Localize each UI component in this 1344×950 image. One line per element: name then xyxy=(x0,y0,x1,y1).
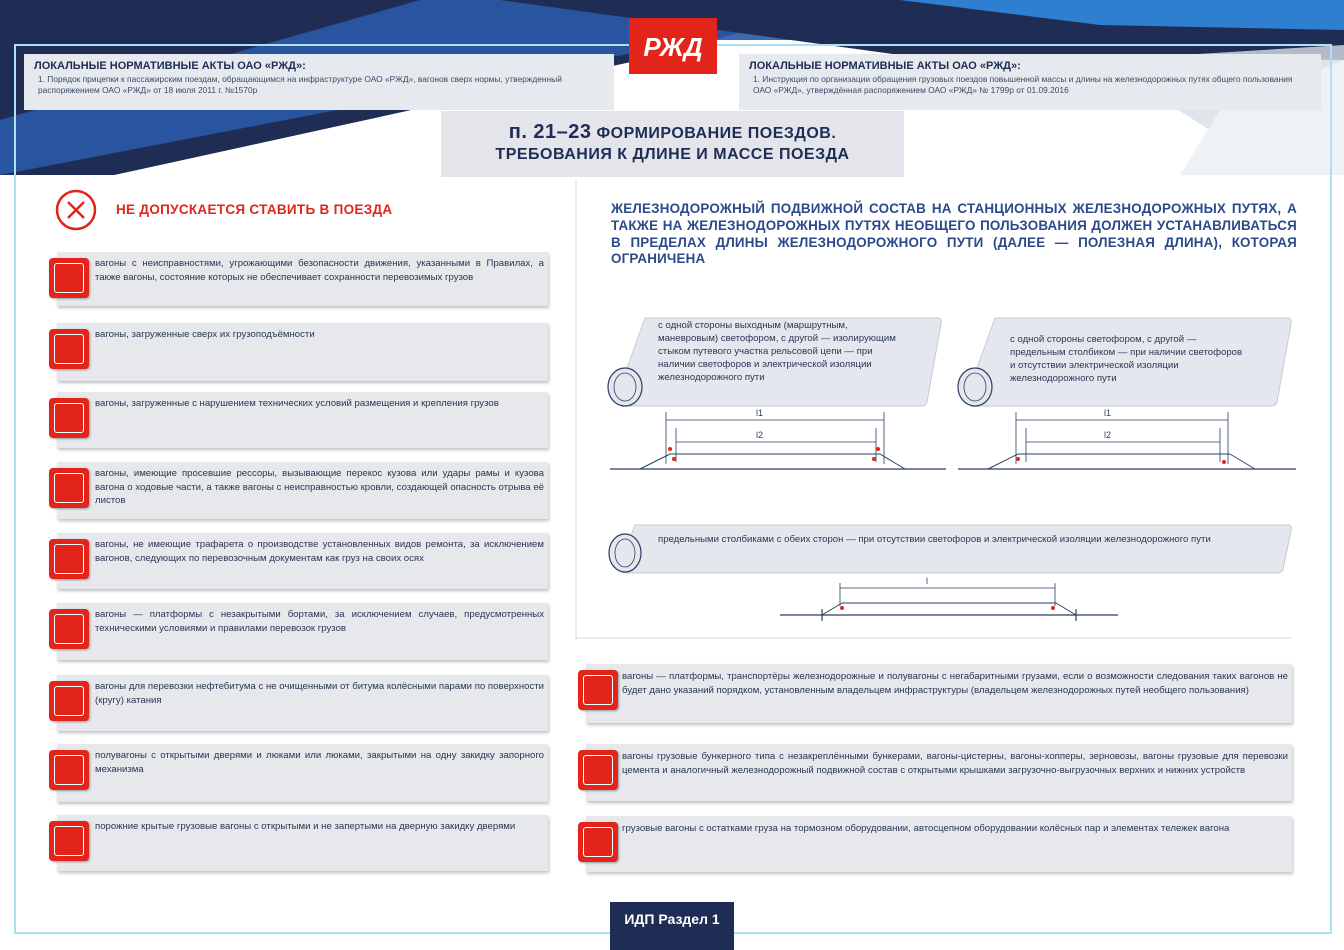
list-item-text: вагоны грузовые бункерного типа с незакреплёнными бункерами, вагоны-цистерны, вагоны-хопперы, зерновозы, вагоны грузовые для перевозки цемента и аналогичный железнодорожный подвижной состав с открытыми крышками загрузочно-выгрузочных верхних и нижних устройств xyxy=(622,751,1288,776)
scroll-text-1: с одной стороны выходным (маршрутным, маневровым) светофором, с другой — изолирующим стыком путевого участка рельсовой цепи — при наличии светофоров и электрической изоляции железнодорожного пути xyxy=(658,320,896,383)
title-line1: ФОРМИРОВАНИЕ ПОЕЗДОВ. xyxy=(596,125,837,142)
scroll-text-3: предельными столбиками с обеих сторон — при отсутствии светофоров и электрической изоляции железнодорожного пути xyxy=(658,534,1211,545)
rzd-logo xyxy=(629,18,717,74)
list-item xyxy=(57,392,548,448)
left-acts-box xyxy=(24,54,614,110)
overloaded-wagon-icon xyxy=(49,329,89,369)
oversized-cargo-wagon-icon xyxy=(578,670,618,710)
list-item xyxy=(57,744,548,802)
list-item xyxy=(586,744,1292,801)
track-diagram-2 xyxy=(958,402,1298,477)
list-item xyxy=(57,252,548,306)
stencil-wagon-icon xyxy=(49,539,89,579)
list-item-text: порожние крытые грузовые вагоны с открытыми и не запертыми на дверную закидку дверями xyxy=(95,821,516,832)
scroll-banner-3 xyxy=(605,523,1295,575)
right-acts-box xyxy=(739,54,1321,110)
faulty-wagon-icon xyxy=(49,258,89,298)
list-item-text: вагоны, не имеющие трафарета о производстве установленных видов ремонта, за исключением вагонов, следующих по перевозочным документам как груз на своих осях xyxy=(95,539,544,564)
svg-text:РЖД: РЖД xyxy=(643,32,703,62)
gondola-wagon-icon xyxy=(49,750,89,790)
bitumen-wagon-icon xyxy=(49,681,89,721)
length-label-l2: l2 xyxy=(756,430,764,440)
section-footer-label: ИДП Раздел 1 xyxy=(610,902,734,950)
list-item-text: вагоны с неисправностями, угрожающими безопасности движения, указанными в Правилах, а также вагоны, состояние которых не обеспечивает сохранности перевозимых грузов xyxy=(95,258,544,283)
covered-wagon-icon xyxy=(49,821,89,861)
right-acts-title: ЛОКАЛЬНЫЕ НОРМАТИВНЫЕ АКТЫ ОАО «РЖД»: xyxy=(749,60,1021,72)
list-item-text: вагоны, имеющие просевшие рессоры, вызывающие перекос кузова или удары рамы и кузова вагона о ходовые части, а также вагоны с неисправностью кровли, создающей опасность отрыва её листов xyxy=(95,468,544,507)
cargo-wagon-icon xyxy=(49,398,89,438)
length-label-l1: l1 xyxy=(756,408,764,418)
list-item-text: вагоны — платформы, транспортёры железнодорожные и полувагоны с негабаритными грузами, если о возможности следования таких вагонов не будет дано указаний порядком, установленным владельцем инфраструктуры (владельцем железнодорожных путей необщего пользования) xyxy=(622,671,1288,696)
left-acts-title: ЛОКАЛЬНЫЕ НОРМАТИВНЫЕ АКТЫ ОАО «РЖД»: xyxy=(34,60,306,72)
list-item-text: вагоны для перевозки нефтебитума с не очищенными от битума колёсными парами по поверхности (кругу) катания xyxy=(95,681,544,706)
list-item xyxy=(586,664,1292,723)
track-diagram-1 xyxy=(610,402,950,477)
right-acts-text: 1. Инструкция по организации обращения грузовых поездов повышенной массы и длины на железнодорожных путях общего пользования ОАО «РЖД», утверждённая распоряжением ОАО «РЖД» № 1799р от 01.09.2016 xyxy=(753,74,1293,95)
prohibited-icon xyxy=(52,186,100,234)
useful-length-definition: ЖЕЛЕЗНОДОРОЖНЫЙ ПОДВИЖНОЙ СОСТАВ НА СТАНЦИОННЫХ ЖЕЛЕЗНОДОРОЖНЫХ ПУТЯХ, А ТАКЖЕ НА ЖЕЛЕЗНОДОРОЖНЫХ ПУТЯХ НЕОБЩЕГО ПОЛЬЗОВАНИЯ ДОЛЖЕН УСТАНАВЛИВАТЬСЯ В ПРЕДЕЛАХ ДЛИНЫ ЖЕЛЕЗНОДОРОЖНОГО ПУТИ (ДАЛЕЕ — ПОЛЕЗНАЯ ДЛИНА), КОТОРАЯ ОГРАНИЧЕНА xyxy=(611,201,1297,267)
list-item xyxy=(586,816,1292,872)
track-diagram-3 xyxy=(780,578,1120,623)
ban-section-title: НЕ ДОПУСКАЕТСЯ СТАВИТЬ В ПОЕЗДА xyxy=(116,202,393,217)
list-item xyxy=(57,323,548,381)
list-item-text: полувагоны с открытыми дверями и люками или люками, закрытыми на одну закидку запорного механизма xyxy=(95,750,544,775)
list-item xyxy=(57,675,548,731)
list-item-text: вагоны, загруженные сверх их грузоподъёмности xyxy=(95,329,315,340)
list-item xyxy=(57,533,548,589)
list-item-text: вагоны, загруженные с нарушением технических условий размещения и крепления грузов xyxy=(95,398,499,409)
length-label-l: l xyxy=(926,576,928,586)
list-item xyxy=(57,603,548,660)
platform-wagon-icon xyxy=(49,609,89,649)
list-item xyxy=(57,815,548,871)
list-item-text: грузовые вагоны с остатками груза на тормозном оборудовании, автосцепном оборудовании колёсных пар и элементах тележек вагона xyxy=(622,823,1230,834)
list-item xyxy=(57,462,548,519)
length-label-l1-2: l1 xyxy=(1104,408,1112,418)
title-number: п. 21–23 xyxy=(508,121,592,143)
list-item-text: вагоны — платформы с незакрытыми бортами, за исключением случаев, предусмотренных техническими условиями и правилами перевозок грузов xyxy=(95,609,544,634)
sagging-springs-wagon-icon xyxy=(49,468,89,508)
freight-wagon-icon xyxy=(578,822,618,862)
tank-wagon-icon xyxy=(578,750,618,790)
left-acts-text: 1. Порядок прицепки к пассажирским поездам, обращающимся на инфраструктуре ОАО «РЖД», вагонов сверх нормы, утвержденный распоряжением ОАО «РЖД» от 18 июля 2011 г. №1570р xyxy=(38,74,562,95)
title-line2: ТРЕБОВАНИЯ К ДЛИНЕ И МАССЕ ПОЕЗДА xyxy=(495,146,850,163)
length-label-l2-2: l2 xyxy=(1104,430,1112,440)
scroll-text-2: с одной стороны светофором, с другой — предельным столбиком — при наличии светофоров и отсутствии электрической изоляции железнодорожного пути xyxy=(1010,334,1243,384)
page-title xyxy=(441,111,904,177)
